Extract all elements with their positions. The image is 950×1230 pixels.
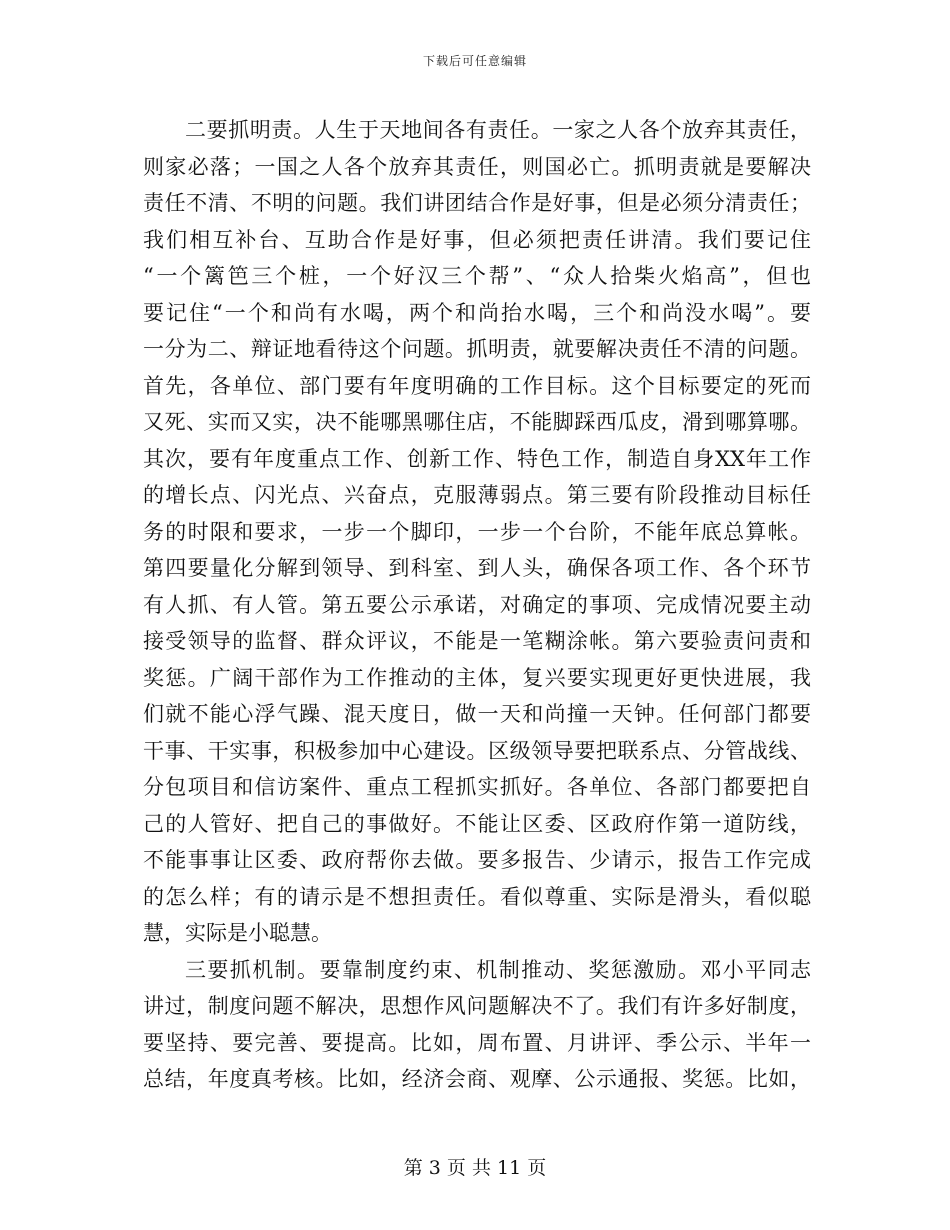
page-header-note: 下载后可任意编辑: [422, 54, 527, 68]
text-line: 己的人管好、把自己的事做好。不能让区委、区政府作第一道防线，: [143, 811, 811, 836]
document-body: [143, 112, 811, 1098]
text-line: 首先，各单位、部门要有年度明确的工作目标。这个目标要定的死而: [143, 373, 811, 398]
text-line: 我们相互补台、互助合作是好事，但必须把责任讲清。我们要记住: [143, 227, 811, 252]
text-line: “一个篱笆三个桩，一个好汉三个帮”、“众人拾柴火焰高”，但也: [143, 264, 811, 288]
text-line: 不能事事让区委、政府帮你去做。要多报告、少请示，报告工作完成: [143, 848, 811, 872]
text-line: 总结，年度真考核。比如，经济会商、观摩、公示通报、奖惩。比如，: [143, 1067, 811, 1091]
text-line: 分包项目和信访案件、重点工程抓实抓好。各单位、各部门都要把自: [143, 775, 811, 799]
text-line: 要坚持、要完善、要提高。比如，周布置、月讲评、季公示、半年一: [143, 1030, 811, 1055]
text-line: 的增长点、闪光点、兴奋点，克服薄弱点。第三要有阶段推动目标任: [143, 483, 811, 507]
text-line: 们就不能心浮气躁、混天度日，做一天和尚撞一天钟。任何部门都要: [143, 702, 811, 726]
text-line: 三要抓机制。要靠制度约束、机制推动、奖惩激励。邓小平同志: [185, 957, 811, 982]
text-line: 则家必落；一国之人各个放弃其责任，则国必亡。抓明责就是要解决: [143, 154, 811, 179]
text-line: 接受领导的监督、群众评议，不能是一笔糊涂帐。第六要验责问责和: [143, 629, 811, 653]
text-line: 责任不清、不明的问题。我们讲团结合作是好事，但是必须分清责任；: [143, 191, 811, 215]
text-line: 二要抓明责。人生于天地间各有责任。一家之人各个放弃其责任，: [185, 118, 811, 142]
text-line: 要记住“一个和尚有水喝，两个和尚抬水喝，三个和尚没水喝”。要: [143, 300, 811, 325]
text-line: 奖惩。广阔干部作为工作推动的主体，复兴要实现更好更快进展，我: [143, 665, 811, 690]
text-line: 其次，要有年度重点工作、创新工作、特色工作，制造自身XX年工作: [143, 446, 811, 471]
text-line: 讲过，制度问题不解决，思想作风问题解决不了。我们有许多好制度，: [143, 994, 811, 1018]
text-line: 有人抓、有人管。第五要公示承诺，对确定的事项、完成情况要主动: [143, 592, 811, 617]
text-line: 务的时限和要求，一步一个脚印，一步一个台阶，不能年底总算帐。: [143, 519, 811, 544]
text-line: 又死、实而又实，决不能哪黑哪住店，不能脚踩西瓜皮，滑到哪算哪。: [143, 410, 811, 434]
text-line: 第四要量化分解到领导、到科室、到人头，确保各项工作、各个环节: [143, 556, 811, 580]
page-number-footer: 第 3 页 共 11 页: [403, 1157, 547, 1179]
text-line: 干事、干实事，积极参加中心建设。区级领导要把联系点、分管战线、: [143, 738, 811, 763]
text-line: 慧，实际是小聪慧。: [143, 921, 332, 945]
text-line: 的怎么样；有的请示是不想担责任。看似尊重、实际是滑头，看似聪: [143, 884, 811, 909]
paragraph-mechanism: [143, 952, 811, 1098]
paragraph-responsibility: [143, 112, 811, 952]
text-line: 一分为二、辩证地看待这个问题。抓明责，就要解决责任不清的问题。: [143, 337, 811, 361]
